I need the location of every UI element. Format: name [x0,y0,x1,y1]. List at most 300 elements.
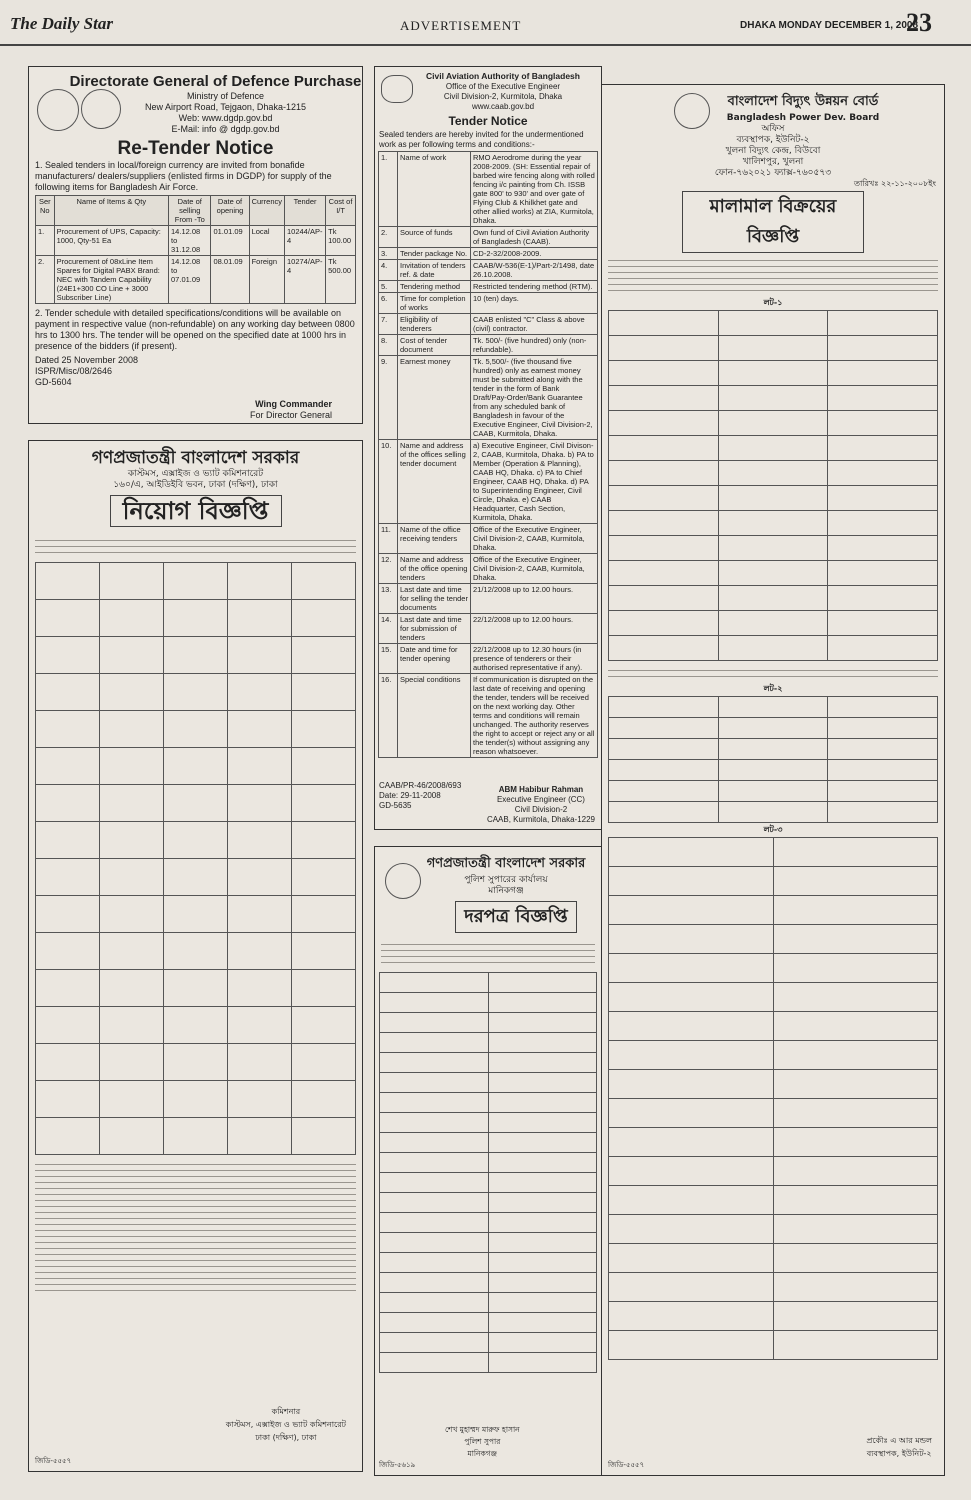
caab-terms-cell: Tendering method [398,281,471,293]
customs-posts-cell [228,748,292,785]
police-sign-district: মানিকগঞ্জ [467,1449,498,1458]
bpdb-terms-row [609,1244,938,1273]
customs-posts-row [36,1081,356,1118]
customs-posts-cell [228,822,292,859]
police-terms-cell [488,1193,597,1213]
police-signatory [445,1425,520,1461]
bpdb-lot-1-row [609,511,938,536]
bpdb-lot-1-cell [828,536,938,561]
bpdb-lot-2-cell [828,802,938,823]
caab-terms-cell: 2. [379,227,398,248]
bpdb-terms-cell [773,983,938,1012]
bpdb-lot-1-table [608,310,938,661]
caab-terms-cell: Name of the office receiving tenders [398,524,471,554]
customs-posts-cell [228,785,292,822]
police-terms-cell [380,1153,489,1173]
caab-terms-cell: 3. [379,248,398,260]
customs-posts-cell [292,1044,356,1081]
ddp-notice [28,66,363,424]
caab-terms-row [379,356,598,440]
bpdb-terms-cell [609,983,774,1012]
customs-posts-row [36,674,356,711]
bpdb-lot-2-table [608,696,938,823]
customs-posts-cell [164,600,228,637]
police-terms-row [380,1033,597,1053]
customs-posts-cell [100,933,164,970]
caab-terms-cell: Earnest money [398,356,471,440]
caab-terms-cell: a) Executive Engineer, Civil Divison-2, CAAB, Kurmitola, Dhaka. b) PA to Member (Operation & Planning), CAAB HQ, Dhaka. c) PA to Chief Engineer, CAAB HQ, Dhaka. d) PA to Superintending Engineer, Civil Circle, Dhaka. e) CAAB Headquarter, Cash Section, Kurmitola, Dhaka. [471,440,598,524]
caab-terms-cell: Source of funds [398,227,471,248]
bpdb-lot-2-cell [718,802,828,823]
ddp-table-header: Tender [285,196,326,226]
caab-terms-cell: Name and address of the offices selling tender document [398,440,471,524]
bpdb-lot-2-cell [718,697,828,718]
customs-posts-cell [228,600,292,637]
bpdb-lot-1-row [609,361,938,386]
police-terms-cell [488,1333,597,1353]
caab-terms-cell: 10. [379,440,398,524]
police-terms-cell [488,1153,597,1173]
police-terms-row [380,973,597,993]
bpdb-lot-3-label: লট-৩ [763,825,783,834]
bpdb-lot-2-cell [718,739,828,760]
bpdb-lot-1-cell [828,361,938,386]
bpdb-terms-cell [773,1041,938,1070]
customs-posts-cell [36,674,100,711]
customs-posts-cell [36,1081,100,1118]
bpdb-terms-cell [609,1186,774,1215]
police-terms-cell [488,993,597,1013]
police-sign-title: পুলিশ সুপার [464,1437,501,1446]
bpdb-terms-row [609,983,938,1012]
bpdb-terms-cell [609,1215,774,1244]
bpdb-terms-row [609,1012,938,1041]
customs-posts-cell [164,711,228,748]
customs-signatory [226,1406,346,1445]
ddp-email: E-Mail: info @ dgdp.gov.bd [171,124,280,134]
bpdb-lot-2-cell [609,697,719,718]
caab-terms-row [379,614,598,644]
bpdb-lot-1-cell [828,636,938,661]
police-govt-title: গণপ্রজাতন্ত্রী বাংলাদেশ সরকার [426,856,586,871]
caab-terms-cell: 16. [379,674,398,758]
bpdb-sign-title: ব্যবস্থাপক, ইউনিট-২ [866,1449,932,1458]
caab-ref: CAAB/PR-46/2008/693 [379,781,462,790]
customs-posts-cell [100,1007,164,1044]
caab-terms-cell: 4. [379,260,398,281]
bpdb-terms-cell [773,838,938,867]
caab-terms-cell: 8. [379,335,398,356]
ddp-heading: Re-Tender Notice [117,138,274,159]
bpdb-lot-1-cell [828,436,938,461]
police-terms-row [380,1273,597,1293]
bpdb-lot-1-cell [609,461,719,486]
customs-posts-cell [292,1118,356,1155]
bpdb-lot-2-label: লট-২ [763,684,783,693]
caab-terms-cell: 14. [379,614,398,644]
caab-terms-table [378,151,598,758]
customs-posts-cell [100,1044,164,1081]
customs-posts-cell [36,1007,100,1044]
customs-posts-cell [292,1081,356,1118]
police-terms-cell [380,1013,489,1033]
police-terms-cell [380,973,489,993]
bpdb-lot-1-cell [828,611,938,636]
ddp-paragraph-1: 1. Sealed tenders in local/foreign currency are invited from bonafide manufacturers/ dealers/suppliers (enlisted firms in DGDP) for supply of the following items for Bangladesh Air Force. [35,160,332,192]
caab-terms-cell: Last date and time for submission of tenders [398,614,471,644]
police-terms-row [380,1173,597,1193]
police-terms-cell [380,1313,489,1333]
customs-posts-cell [228,1081,292,1118]
bpdb-terms-row [609,1041,938,1070]
customs-posts-cell [100,1081,164,1118]
bpdb-notice [601,84,945,1476]
bpdb-lot-1-cell [609,636,719,661]
bpdb-lot-1-cell [609,411,719,436]
police-terms-row [380,1113,597,1133]
customs-address: ১৬০/এ, আইডিইবি ভবন, ঢাকা (দক্ষিণ), ঢাকা [113,480,278,490]
caab-gd-number: GD-5635 [379,801,412,810]
bpdb-lot-1-label: লট-১ [763,298,783,307]
section-title: ADVERTISEMENT [400,18,522,33]
caab-terms-cell: 15. [379,644,398,674]
customs-posts-row [36,563,356,600]
caab-terms-cell: Invitation of tenders ref. & date [398,260,471,281]
police-terms-cell [488,1033,597,1053]
bpdb-lot-2-row [609,802,938,823]
bpdb-lot-1-cell [609,611,719,636]
bpdb-terms-cell [609,1331,774,1360]
customs-posts-cell [228,1044,292,1081]
ddp-title: Directorate General of Defence Purchase [69,73,362,90]
customs-posts-cell [164,933,228,970]
customs-posts-row [36,970,356,1007]
customs-posts-row [36,748,356,785]
bpdb-terms-row [609,954,938,983]
customs-heading: নিয়োগ বিজ্ঞপ্তি [110,495,282,527]
ddp-web: Web: www.dgdp.gov.bd [178,113,273,123]
customs-posts-row [36,711,356,748]
customs-sign-place: ঢাকা (দক্ষিণ), ঢাকা [255,1433,317,1442]
bpdb-terms-cell [773,954,938,983]
bpdb-lot-2-cell [828,781,938,802]
bpdb-lot-1-cell [718,311,828,336]
police-terms-cell [488,1353,597,1373]
caab-terms-row [379,554,598,584]
caab-heading: Tender Notice [448,114,528,128]
bpdb-sub-3: খালিশপুর, খুলনা [742,157,804,167]
customs-posts-row [36,1007,356,1044]
police-terms-cell [488,1053,597,1073]
bpdb-lot-2-cell [609,739,719,760]
caab-terms-cell: Last date and time for selling the tender documents [398,584,471,614]
police-terms-cell [488,1293,597,1313]
bpdb-terms-cell [773,1099,938,1128]
ddp-table-cell: Foreign [249,256,284,304]
ddp-table-header: Currency [249,196,284,226]
police-terms-cell [488,1173,597,1193]
police-terms-cell [380,1273,489,1293]
caab-terms-row [379,674,598,758]
caab-terms-cell: Special conditions [398,674,471,758]
ddp-table-header: Cost of I/T [326,196,356,226]
ddp-table-cell: 14.12.08 to 31.12.08 [169,226,211,256]
bpdb-sign-name: প্রকৌঃ এ আর মন্ডল [866,1436,932,1445]
customs-posts-cell [164,896,228,933]
customs-posts-cell [292,859,356,896]
caab-terms-cell: 5. [379,281,398,293]
caab-title: Civil Aviation Authority of Bangladesh [426,71,580,81]
caab-terms-cell: Cost of tender document [398,335,471,356]
bpdb-terms-cell [609,1244,774,1273]
bpdb-lot-2-row [609,697,938,718]
customs-posts-cell [228,933,292,970]
caab-terms-cell: Tk. 5,500/- (five thousand five hundred) only as earnest money must be submitted along with the tender in the form of Bank Draft/Pay-Order/Bank Guarantee from any scheduled bank of Bangladesh in favour of the Executive Engineer, Civil Division-2, CAAB, Kurmitola, Dhaka. [471,356,598,440]
police-terms-cell [488,1233,597,1253]
caab-terms-row [379,314,598,335]
police-terms-cell [380,1133,489,1153]
caab-terms-cell: 6. [379,293,398,314]
police-terms-cell [380,993,489,1013]
customs-posts-cell [164,859,228,896]
ddp-table-cell: Tk 500.00 [326,256,356,304]
customs-posts-table [35,562,356,1155]
bpdb-terms-row [609,1128,938,1157]
customs-posts-cell [100,674,164,711]
caab-terms-cell: 11. [379,524,398,554]
ddp-table-row [36,256,356,304]
customs-gd-number: জিডি-৫৫৫৭ [35,1457,72,1465]
customs-govt-title: গণপ্রজাতন্ত্রী বাংলাদেশ সরকার [91,448,300,468]
police-terms-row [380,1153,597,1173]
customs-posts-cell [164,970,228,1007]
customs-intro-text [29,533,362,560]
defence-emblem-icon [37,89,79,131]
police-emblem-icon [385,863,421,899]
customs-posts-cell [292,785,356,822]
ddp-ministry: Ministry of Defence [186,91,265,101]
caab-terms-cell: Eligibility of tenderers [398,314,471,335]
police-terms-row [380,1053,597,1073]
ddp-signatory-title: For Director General [249,410,332,420]
bpdb-title-en: Bangladesh Power Dev. Board [726,113,880,123]
bpdb-terms-cell [609,1099,774,1128]
bpdb-lot-2-cell [609,781,719,802]
customs-posts-row [36,859,356,896]
customs-posts-cell [228,563,292,600]
customs-posts-cell [292,600,356,637]
bpdb-terms-row [609,1070,938,1099]
caab-intro: Sealed tenders are hereby invited for the undermentioned work as per following terms and conditions:- [379,130,584,149]
customs-posts-cell [228,674,292,711]
bpdb-terms-cell [773,867,938,896]
police-terms-row [380,1333,597,1353]
bpdb-sub-2: খুলনা বিদ্যুৎ কেন্দ্র, বিউবো [725,146,821,156]
caab-sign-address: CAAB, Kurmitola, Dhaka-1229 [486,815,595,824]
bpdb-terms-cell [609,838,774,867]
caab-web: www.caab.gov.bd [471,102,535,111]
police-terms-row [380,1073,597,1093]
police-district: মানিকগঞ্জ [488,886,524,896]
customs-posts-cell [36,600,100,637]
caab-terms-cell: Tender package No. [398,248,471,260]
bpdb-terms-cell [609,954,774,983]
bpdb-lot-2-row [609,718,938,739]
bpdb-terms-row [609,1302,938,1331]
bpdb-terms-cell [773,1244,938,1273]
ddp-signatory: Wing Commander [255,399,332,409]
bpdb-lot-1-cell [609,586,719,611]
caab-terms-cell: 22/12/2008 up to 12.00 hours. [471,614,598,644]
customs-posts-cell [164,822,228,859]
bpdb-lot-1-row [609,311,938,336]
caab-terms-row [379,335,598,356]
customs-posts-row [36,600,356,637]
bpdb-date: তারিখঃ ২২-১১-২০০৮ইং [853,179,936,188]
caab-terms-cell: Name and address of the office opening tenders [398,554,471,584]
bpdb-terms-cell [773,1273,938,1302]
bpdb-lot-2-cell [718,718,828,739]
customs-posts-cell [292,563,356,600]
bpdb-lot-1-cell [828,411,938,436]
bpdb-lot-1-cell [718,486,828,511]
bpdb-terms-row [609,1157,938,1186]
customs-posts-cell [100,748,164,785]
caab-terms-cell: 10 (ten) days. [471,293,598,314]
customs-posts-cell [100,600,164,637]
bpdb-lot-1-row [609,386,938,411]
ddp-table-cell: 10244/AP-4 [285,226,326,256]
police-terms-row [380,1013,597,1033]
bpdb-lot-1-cell [718,561,828,586]
ddp-table-header: Ser No [36,196,55,226]
customs-posts-row [36,1044,356,1081]
bpdb-lot-1-cell [828,386,938,411]
ddp-table-cell: 1. [36,226,55,256]
police-terms-row [380,1313,597,1333]
newspaper-logo: The Daily Star [10,14,113,33]
ddp-address: New Airport Road, Tejgaon, Dhaka-1215 [145,102,306,112]
caab-terms-row [379,260,598,281]
bpdb-lot-1-row [609,586,938,611]
police-terms-row [380,1233,597,1253]
bpdb-intro-text [602,253,944,298]
bpdb-lot-2-cell [828,739,938,760]
bpdb-lot-1-cell [718,461,828,486]
caab-terms-cell: Date and time for tender opening [398,644,471,674]
customs-posts-cell [292,822,356,859]
bpdb-terms-row [609,1273,938,1302]
customs-posts-cell [228,970,292,1007]
bpdb-lot-2-cell [828,760,938,781]
customs-posts-cell [164,674,228,711]
caab-date: Date: 29-11-2008 [379,791,441,800]
ddp-table-row [36,226,356,256]
bpdb-lot-1-row [609,411,938,436]
caab-terms-row [379,584,598,614]
caab-terms-cell: RMO Aerodrome during the year 2008-2009. (SH: Essential repair of barbed wire fencing along with rolled fencing i/c painting from Ch. ISSB gate 800' to 930' and over gate of Flying Club & Khilkhet gate and other allied works) at ZIA, Kurmitola, Dhaka. [471,152,598,227]
police-terms-row [380,1293,597,1313]
bpdb-lot-1-cell [828,486,938,511]
police-terms-cell [380,1353,489,1373]
customs-posts-cell [164,748,228,785]
bpdb-lot-1-row [609,436,938,461]
ddp-table-cell: Procurement of UPS, Capacity: 1000, Qty-51 Ea [54,226,168,256]
police-terms-cell [380,1173,489,1193]
customs-posts-cell [36,970,100,1007]
bpdb-terms-cell [773,1070,938,1099]
police-terms-cell [488,973,597,993]
customs-posts-cell [164,637,228,674]
bpdb-terms-cell [609,1012,774,1041]
customs-posts-cell [292,711,356,748]
customs-posts-cell [292,637,356,674]
police-gd-number: জিডি-৫৬১৯ [379,1461,416,1469]
caab-terms-cell: If communication is disrupted on the last date of receiving and opening the tender, tenders will be received on the next working day. Other terms and conditions will remain unchanged. The authority reserves the right to accept or reject any or all the tender(s) without assigning any reason whatsoever. [471,674,598,758]
police-terms-table [379,972,597,1373]
bpdb-phone: ফোন-৭৬২০২১ ফ্যাক্স-৭৬০৫৭৩ [714,168,832,178]
bpdb-title-bn: বাংলাদেশ বিদ্যুৎ উন্নয়ন বোর্ড [727,94,879,109]
bpdb-terms-cell [773,1302,938,1331]
customs-posts-cell [164,1044,228,1081]
customs-posts-cell [36,859,100,896]
bpdb-terms-cell [609,1041,774,1070]
bpdb-lot-1-row [609,636,938,661]
customs-office: কাস্টমস, এক্সাইজ ও ভ্যাট কমিশনারেট [127,469,264,479]
police-heading: দরপত্র বিজ্ঞপ্তি [455,901,577,933]
caab-terms-cell: 9. [379,356,398,440]
police-terms-cell [380,1233,489,1253]
bpdb-terms-row [609,1186,938,1215]
bpdb-lot-1-cell [718,511,828,536]
bpdb-lot-1-cell [828,311,938,336]
customs-posts-cell [36,711,100,748]
bpdb-lot-1-cell [609,536,719,561]
customs-posts-cell [292,933,356,970]
bpdb-terms-cell [773,1331,938,1360]
bpdb-lot-1-cell [609,311,719,336]
bpdb-lot-1-cell [718,636,828,661]
police-terms-row [380,1193,597,1213]
police-terms-row [380,1213,597,1233]
bpdb-lot-2-cell [828,697,938,718]
caab-terms-cell: Own fund of Civil Aviation Authority of Bangladesh (CAAB). [471,227,598,248]
caab-office: Office of the Executive Engineer [445,82,561,91]
bpdb-lot-2-row [609,781,938,802]
bpdb-lot-1-cell [718,586,828,611]
bpdb-terms-cell [773,1215,938,1244]
caab-terms-cell: CAAB/W-536(E-1)/Part-2/1498, date 26.10.2008. [471,260,598,281]
customs-conditions-text [29,1157,362,1298]
customs-notice [28,440,363,1472]
caab-terms-row [379,644,598,674]
bpdb-lot-1-row [609,486,938,511]
bpdb-terms-cell [773,1012,938,1041]
police-terms-cell [380,1033,489,1053]
customs-posts-cell [36,637,100,674]
police-terms-cell [488,1273,597,1293]
ddp-table-header: Date of selling From -To [169,196,211,226]
bpdb-lot-1-cell [609,561,719,586]
customs-posts-cell [100,970,164,1007]
ddp-table-cell: Local [249,226,284,256]
caab-terms-cell: Time for completion of works [398,293,471,314]
bpdb-lot-1-cell [718,611,828,636]
bpdb-lot-2-row [609,739,938,760]
bpdb-terms-cell [609,896,774,925]
bpdb-terms-row [609,925,938,954]
bpdb-lot-1-cell [828,511,938,536]
